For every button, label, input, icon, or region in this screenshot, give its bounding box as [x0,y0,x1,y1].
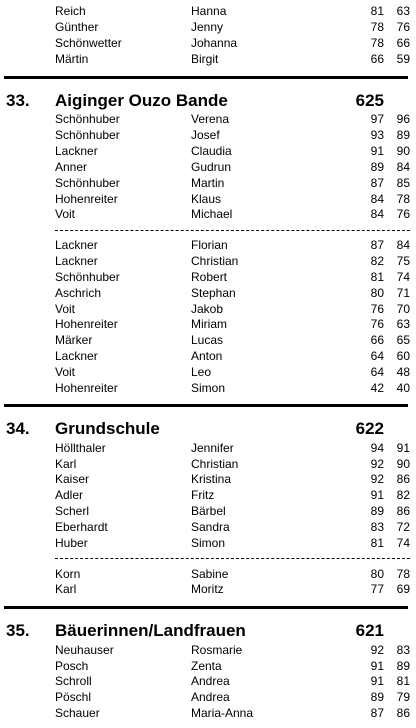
table-row [0,127,416,143]
last-name: Voit [55,207,76,221]
score-1: 89 [370,160,384,174]
last-name: Voit [55,302,76,316]
team-total: 621 [355,621,384,640]
score-1: 76 [370,317,384,331]
last-name: Hohenreiter [55,381,118,395]
score-2: 85 [396,176,410,190]
section-divider [4,404,408,407]
first-name: Andrea [191,674,230,688]
score-2: 81 [396,674,410,688]
score-2: 86 [396,504,410,518]
first-name: Simon [191,381,226,395]
team-header [0,90,416,112]
score-2: 86 [396,472,410,486]
last-name: Anner [55,160,88,174]
score-2: 84 [396,160,410,174]
last-name: Günther [55,20,99,34]
first-name: Josef [191,128,220,142]
table-row [0,673,416,689]
table-row [0,581,416,597]
score-1: 42 [370,381,384,395]
score-2: 78 [396,567,410,581]
table-row [0,535,416,551]
score-1: 77 [370,582,384,596]
score-1: 91 [370,488,384,502]
score-2: 59 [396,52,410,66]
last-name: Schönhuber [55,176,120,190]
first-name: Zenta [191,659,222,673]
score-2: 66 [396,36,410,50]
table-row [0,285,416,301]
score-1: 89 [370,690,384,704]
score-1: 89 [370,504,384,518]
score-1: 92 [370,472,384,486]
score-1: 87 [370,176,384,190]
last-name: Posch [55,659,89,673]
score-1: 81 [370,270,384,284]
team-name: Bäuerinnen/Landfrauen [55,621,246,640]
last-name: Schroll [55,674,92,688]
score-2: 76 [396,20,410,34]
first-name: Maria-Anna [191,706,254,720]
score-2: 75 [396,254,410,268]
section-divider [4,606,408,609]
last-name: Hohenreiter [55,317,118,331]
score-1: 64 [370,365,384,379]
score-1: 94 [370,441,384,455]
last-name: Schönwetter [55,36,122,50]
table-row [0,689,416,705]
table-row [0,471,416,487]
first-name: Klaus [191,192,222,206]
table-row [0,175,416,191]
score-2: 86 [396,706,410,720]
first-name: Gudrun [191,160,232,174]
table-row [0,191,416,207]
score-2: 84 [396,238,410,252]
first-name: Christian [191,254,239,268]
table-row [0,380,416,396]
team-rank: 34. [6,419,30,438]
first-name: Moritz [191,582,224,596]
score-2: 96 [396,112,410,126]
last-name: Pöschl [55,690,92,704]
first-name: Jenny [191,20,224,34]
score-1: 87 [370,238,384,252]
score-2: 70 [396,302,410,316]
table-row [0,566,416,582]
score-1: 80 [370,567,384,581]
table-row [0,487,416,503]
last-name: Märtin [55,52,89,66]
score-1: 66 [370,333,384,347]
first-name: Miriam [191,317,227,331]
score-2: 91 [396,441,410,455]
last-name: Karl [55,582,77,596]
table-row [0,206,416,222]
score-2: 90 [396,457,410,471]
first-name: Johanna [191,36,238,50]
score-1: 87 [370,706,384,720]
last-name: Aschrich [55,286,102,300]
first-name: Christian [191,457,239,471]
score-2: 48 [396,365,410,379]
first-name: Hanna [191,4,227,18]
score-1: 78 [370,36,384,50]
table-row [0,269,416,285]
table-row [0,456,416,472]
score-1: 83 [370,520,384,534]
score-2: 63 [396,317,410,331]
table-row [0,705,416,721]
score-2: 79 [396,690,410,704]
team-name: Grundschule [55,419,160,438]
score-2: 83 [396,643,410,657]
first-name: Lucas [191,333,224,347]
score-2: 72 [396,520,410,534]
last-name: Voit [55,365,76,379]
team-rank: 35. [6,621,30,640]
table-row [0,35,416,51]
first-name: Florian [191,238,228,252]
table-row [0,440,416,456]
score-1: 81 [370,4,384,18]
table-row [0,364,416,380]
first-name: Anton [191,349,223,363]
score-1: 92 [370,457,384,471]
table-row [0,111,416,127]
score-2: 69 [396,582,410,596]
team-rank: 33. [6,91,30,110]
table-row [0,658,416,674]
dashed-separator [55,230,410,231]
last-name: Hohenreiter [55,192,118,206]
score-2: 82 [396,488,410,502]
team-header [0,620,416,642]
table-row [0,51,416,67]
table-row [0,159,416,175]
score-2: 71 [396,286,410,300]
team-total: 622 [355,419,384,438]
score-2: 74 [396,270,410,284]
table-row [0,503,416,519]
team-name: Aiginger Ouzo Bande [55,91,228,110]
first-name: Martin [191,176,225,190]
team-header [0,418,416,440]
score-1: 64 [370,349,384,363]
last-name: Eberhardt [55,520,108,534]
first-name: Simon [191,536,226,550]
table-row [0,19,416,35]
first-name: Birgit [191,52,219,66]
table-row [0,3,416,19]
team-total: 625 [355,91,384,110]
score-1: 91 [370,674,384,688]
score-1: 93 [370,128,384,142]
first-name: Michael [191,207,233,221]
last-name: Schönhuber [55,270,120,284]
first-name: Leo [191,365,212,379]
table-row [0,316,416,332]
score-2: 90 [396,144,410,158]
score-2: 78 [396,192,410,206]
last-name: Märker [55,333,93,347]
score-2: 76 [396,207,410,221]
score-2: 89 [396,659,410,673]
first-name: Claudia [191,144,232,158]
first-name: Fritz [191,488,215,502]
score-1: 91 [370,659,384,673]
first-name: Bärbel [191,504,226,518]
first-name: Verena [191,112,230,126]
score-1: 91 [370,144,384,158]
table-row [0,332,416,348]
score-2: 63 [396,4,410,18]
first-name: Jakob [191,302,224,316]
section-divider [4,76,408,79]
score-1: 81 [370,536,384,550]
last-name: Neuhauser [55,643,114,657]
score-2: 89 [396,128,410,142]
score-2: 40 [396,381,410,395]
first-name: Sabine [191,567,229,581]
last-name: Adler [55,488,84,502]
last-name: Korn [55,567,81,581]
table-row [0,253,416,269]
first-name: Kristina [191,472,232,486]
score-1: 82 [370,254,384,268]
last-name: Schönhuber [55,128,120,142]
last-name: Höllthaler [55,441,106,455]
score-1: 97 [370,112,384,126]
table-row [0,519,416,535]
last-name: Schönhuber [55,112,120,126]
last-name: Lackner [55,144,98,158]
score-1: 66 [370,52,384,66]
score-1: 92 [370,643,384,657]
first-name: Sandra [191,520,230,534]
score-1: 78 [370,20,384,34]
last-name: Schauer [55,706,100,720]
first-name: Robert [191,270,228,284]
last-name: Huber [55,536,88,550]
table-row [0,348,416,364]
table-row [0,642,416,658]
last-name: Lackner [55,254,98,268]
score-1: 84 [370,207,384,221]
score-1: 80 [370,286,384,300]
first-name: Stephan [191,286,236,300]
first-name: Andrea [191,690,230,704]
score-2: 60 [396,349,410,363]
last-name: Karl [55,457,77,471]
last-name: Lackner [55,238,98,252]
dashed-separator [55,558,410,559]
table-row [0,301,416,317]
table-row [0,237,416,253]
last-name: Reich [55,4,86,18]
score-2: 65 [396,333,410,347]
score-1: 76 [370,302,384,316]
last-name: Kaiser [55,472,90,486]
first-name: Jennifer [191,441,234,455]
last-name: Scherl [55,504,90,518]
first-name: Rosmarie [191,643,243,657]
table-row [0,143,416,159]
last-name: Lackner [55,349,98,363]
score-2: 74 [396,536,410,550]
score-1: 84 [370,192,384,206]
